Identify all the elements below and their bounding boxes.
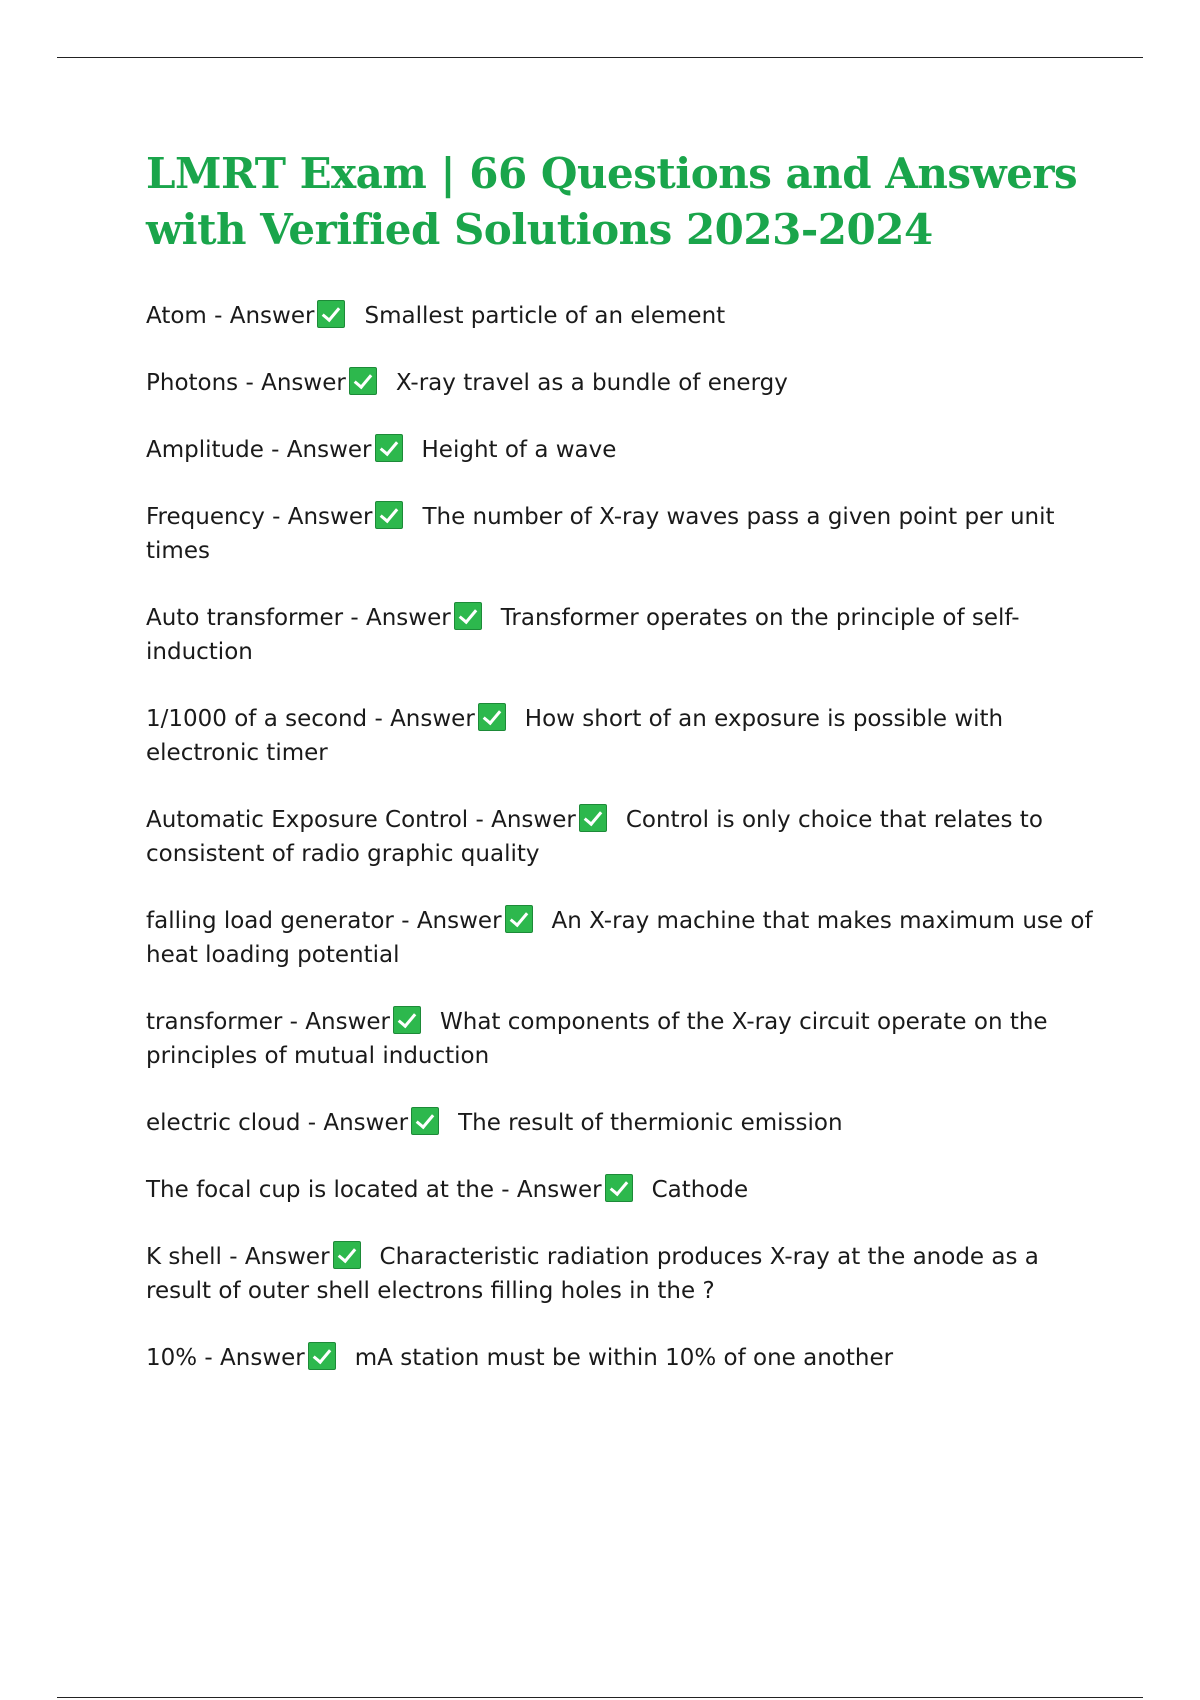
qa-answer: Transformer operates on the principle of self-induction bbox=[146, 605, 1020, 665]
answer-label: Answer bbox=[286, 437, 372, 463]
document-title: LMRT Exam | 66 Questions and Answers with Verified Solutions 2023-2024 bbox=[146, 149, 1078, 254]
qa-separator: - bbox=[468, 807, 492, 833]
qa-list bbox=[146, 299, 1096, 1408]
qa-answer: Cathode bbox=[651, 1177, 749, 1203]
answer-label: Answer bbox=[287, 504, 373, 530]
answer-label: Answer bbox=[229, 303, 315, 329]
answer-label: Answer bbox=[305, 1009, 391, 1035]
qa-separator: - bbox=[393, 908, 417, 934]
qa-item bbox=[146, 1173, 1096, 1207]
check-mark-icon bbox=[393, 1006, 421, 1034]
qa-item bbox=[146, 299, 1096, 333]
qa-answer: The number of X-ray waves pass a given point per unit times bbox=[146, 504, 1055, 564]
answer-label: Answer bbox=[390, 706, 475, 732]
qa-answer: mA station must be within 10% of one another bbox=[354, 1345, 894, 1371]
check-mark-icon bbox=[375, 434, 403, 462]
qa-item bbox=[146, 1240, 1096, 1308]
qa-item bbox=[146, 1106, 1096, 1140]
qa-term: transformer bbox=[146, 1009, 283, 1035]
qa-separator: - bbox=[238, 370, 262, 396]
qa-separator: - bbox=[263, 437, 287, 463]
qa-separator: - bbox=[282, 1009, 306, 1035]
check-mark-icon bbox=[411, 1107, 439, 1135]
answer-label: Answer bbox=[366, 605, 451, 631]
qa-item bbox=[146, 601, 1096, 669]
answer-label: Answer bbox=[323, 1110, 409, 1136]
qa-item bbox=[146, 500, 1096, 568]
qa-separator: - bbox=[206, 303, 230, 329]
answer-label: Answer bbox=[244, 1244, 330, 1270]
qa-term: Auto transformer bbox=[146, 605, 344, 631]
qa-answer: Smallest particle of an element bbox=[364, 303, 726, 329]
check-mark-icon bbox=[579, 804, 607, 832]
qa-separator: - bbox=[493, 1177, 517, 1203]
check-mark-icon bbox=[375, 501, 403, 529]
check-mark-icon bbox=[505, 905, 533, 933]
check-mark-icon bbox=[317, 300, 345, 328]
check-mark-icon bbox=[605, 1174, 633, 1202]
qa-separator: - bbox=[197, 1345, 221, 1371]
top-rule bbox=[57, 57, 1143, 58]
qa-separator: - bbox=[343, 605, 366, 631]
qa-answer: X-ray travel as a bundle of energy bbox=[395, 370, 788, 396]
qa-answer: Height of a wave bbox=[421, 437, 617, 463]
check-mark-icon bbox=[333, 1241, 361, 1269]
qa-item bbox=[146, 904, 1096, 972]
check-mark-icon bbox=[478, 703, 506, 731]
qa-term: 1/1000 of a second bbox=[146, 706, 368, 732]
qa-separator: - bbox=[367, 706, 391, 732]
qa-term: Amplitude bbox=[146, 437, 264, 463]
qa-term: Frequency bbox=[146, 504, 265, 530]
qa-term: The focal cup is located at the bbox=[146, 1177, 494, 1203]
answer-label: Answer bbox=[261, 370, 346, 396]
qa-separator: - bbox=[221, 1244, 245, 1270]
answer-label: Answer bbox=[416, 908, 502, 934]
check-mark-icon bbox=[454, 602, 482, 630]
qa-answer: Control is only choice that relates to consistent of radio graphic quality bbox=[146, 807, 1043, 867]
check-mark-icon bbox=[349, 367, 377, 395]
qa-separator: - bbox=[300, 1110, 324, 1136]
qa-answer: The result of thermionic emission bbox=[458, 1110, 843, 1136]
answer-label: Answer bbox=[516, 1177, 602, 1203]
qa-item bbox=[146, 433, 1096, 467]
qa-answer: How short of an exposure is possible with electronic timer bbox=[146, 706, 1004, 766]
qa-item bbox=[146, 366, 1096, 400]
qa-item bbox=[146, 702, 1096, 770]
qa-answer: Characteristic radiation produces X-ray at the anode as a result of outer shell electrons filling holes in the ? bbox=[146, 1244, 1039, 1304]
qa-term: 10% bbox=[146, 1345, 198, 1371]
qa-answer: An X-ray machine that makes maximum use of heat loading potential bbox=[146, 908, 1093, 968]
check-mark-icon bbox=[308, 1342, 336, 1370]
answer-label: Answer bbox=[220, 1345, 305, 1371]
qa-item bbox=[146, 1005, 1096, 1073]
qa-term: falling load generator bbox=[146, 908, 394, 934]
qa-item bbox=[146, 1341, 1096, 1375]
qa-term: Atom bbox=[146, 303, 207, 329]
qa-term: electric cloud bbox=[146, 1110, 301, 1136]
qa-term: K shell bbox=[146, 1244, 222, 1270]
bottom-rule bbox=[57, 1697, 1143, 1698]
qa-term: Automatic Exposure Control bbox=[146, 807, 469, 833]
qa-answer: What components of the X-ray circuit operate on the principles of mutual induction bbox=[146, 1009, 1048, 1069]
answer-label: Answer bbox=[491, 807, 576, 833]
qa-separator: - bbox=[264, 504, 288, 530]
qa-term: Photons bbox=[146, 370, 239, 396]
qa-item bbox=[146, 803, 1096, 871]
